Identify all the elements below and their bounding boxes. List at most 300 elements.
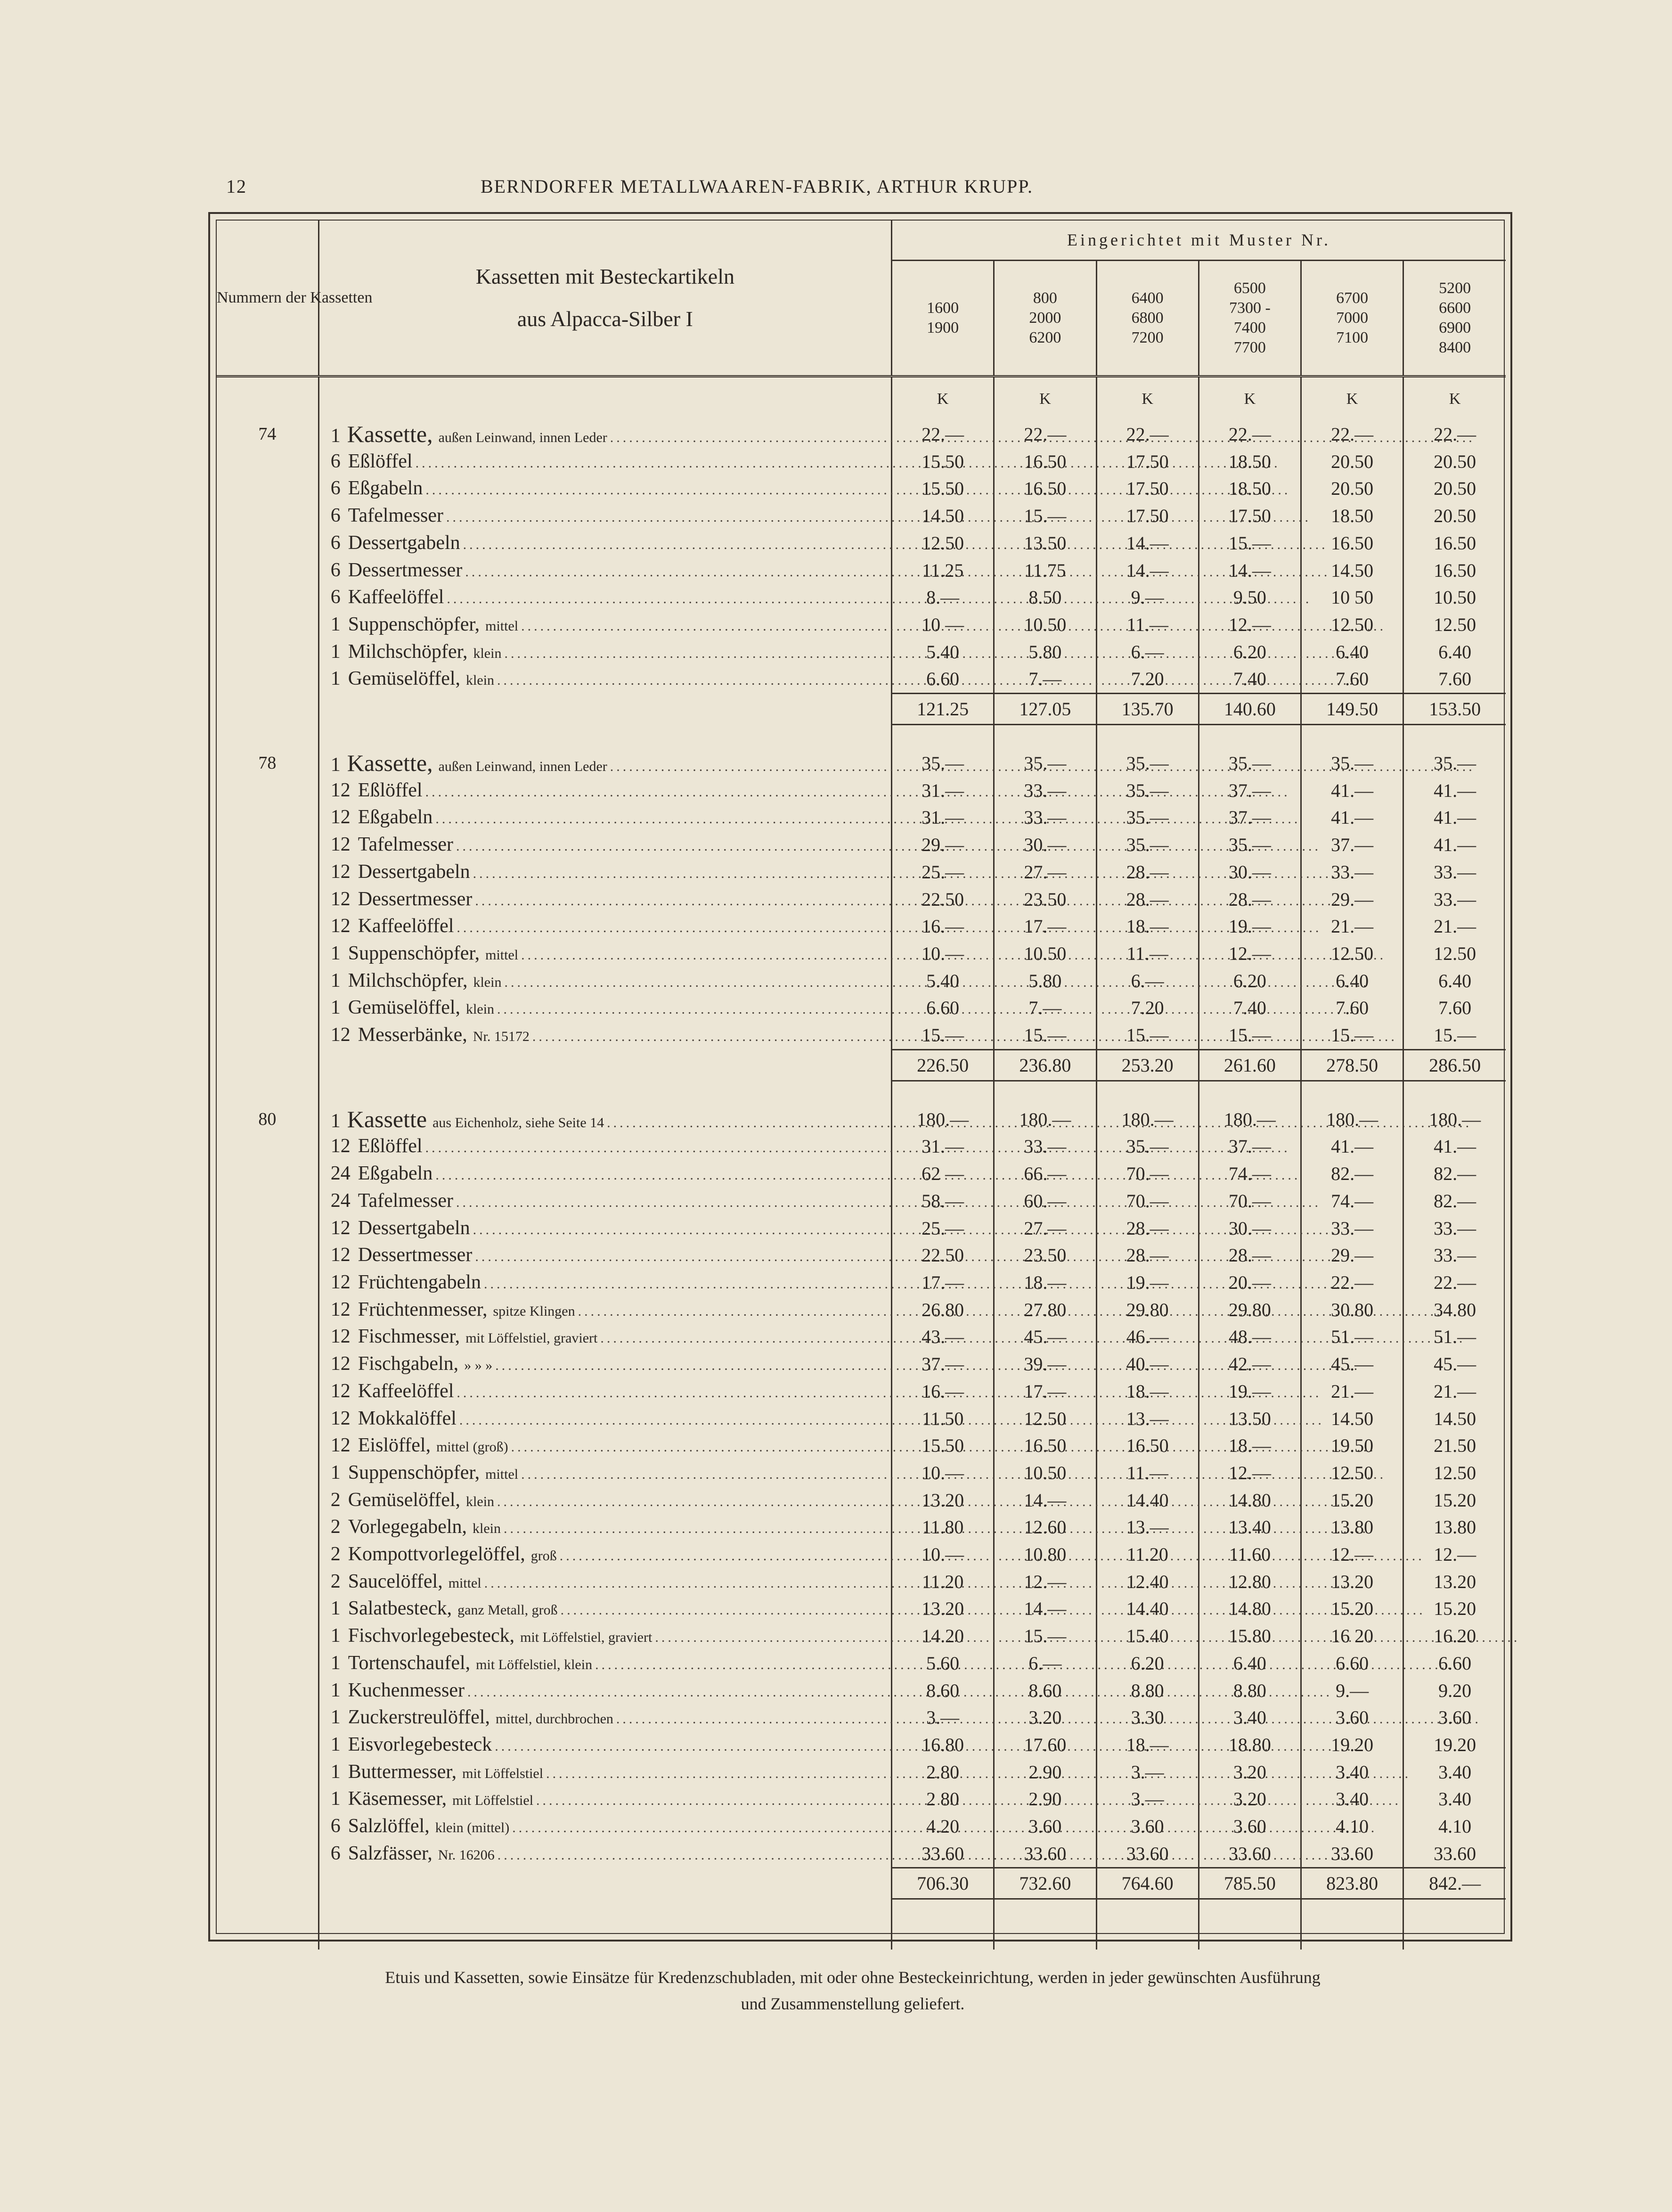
price-cell: 33.60 [1096,1840,1199,1868]
item-description-cell [318,1022,891,1049]
price-cell: 16.50 [994,448,1096,475]
price-cell: 3.30 [1096,1704,1199,1731]
item-note: klein [466,672,495,688]
running-title: BERNDORFER METALLWAAREN-FABRIK, ARTHUR KRUPP. [481,176,1034,197]
table-row [217,1622,1506,1650]
item-description [319,1106,891,1133]
price-cell: 20.50 [1434,505,1476,527]
price-cell: 41.— [1301,804,1403,831]
table-row [217,1786,1506,1813]
price-cell: 20.— [1199,1269,1301,1296]
price-cell: 20.50 [1434,451,1476,472]
leader-dots [463,531,1328,558]
price-cell: 16.80 [892,1731,994,1759]
price-cell: 15.80 [1199,1622,1301,1650]
item-description [319,1242,891,1269]
price-cell: 40.— [1096,1351,1199,1378]
item-quantity: 1 [330,1598,341,1620]
item-quantity: 12 [330,1434,351,1457]
price-cell: 35.— [1096,1133,1199,1160]
item-description [319,1541,891,1568]
pattern-number: 7200 [1131,328,1164,346]
total-row [217,1868,1506,1899]
price-cell: 5.40 [892,967,994,995]
item-description-cell [318,1133,891,1160]
price-cell: 15.— [994,502,1096,530]
price-cell: 33.— [1434,1245,1476,1266]
price-cell: 29.— [1301,886,1403,913]
item-description [319,1786,891,1813]
gap-cell [1301,1081,1403,1106]
price-cell: 35.— [1434,753,1476,774]
table-row [217,475,1506,502]
item-description [319,1378,891,1405]
price-cell: 4.10 [1301,1813,1403,1840]
table-row [217,1378,1506,1405]
cassette-number: 80 [258,1109,277,1129]
leader-dots [456,1189,1321,1216]
cassette-number-cell [217,611,318,639]
item-name: Kassette, [347,750,433,777]
item-name: Dessertmesser [348,559,463,581]
price-cell: 15.— [1434,1024,1476,1046]
item-name: Kassette [347,1106,427,1132]
cassette-number-cell [217,1378,318,1405]
item-quantity: 6 [330,559,341,581]
table-row [217,1323,1506,1351]
header-description-line2: aus Alpacca-Silber I [517,307,693,331]
price-cell: 9.20 [1438,1679,1472,1701]
price-cell: 6.60 [1438,1652,1472,1674]
item-description-cell [318,1323,891,1351]
item-quantity: 1 [330,1625,341,1647]
item-note: mit Löffelstiel, graviert [465,1330,598,1346]
cassette-number-cell [217,1133,318,1160]
price-cell: 11.75 [994,557,1096,584]
price-cell: 16.50 [994,1432,1096,1459]
item-quantity: 12 [330,1024,351,1046]
price-cell: 30.— [1199,859,1301,886]
item-note: klein [466,1001,495,1017]
price-cell: 25.— [892,1215,994,1242]
cassette-number-cell [217,1106,318,1133]
price-cell: 3.60 [1438,1707,1472,1729]
item-description [319,448,891,475]
price-cell: 3.40 [1301,1759,1403,1786]
pattern-number: 1900 [927,319,959,336]
item-description-cell [318,557,891,584]
price-cell: 11.— [1096,940,1199,967]
section-gap-row [217,1899,1506,1950]
price-cell: 28.— [1199,1242,1301,1269]
item-quantity: 6 [330,1842,341,1864]
item-name: Mokkalöffel [358,1407,457,1429]
table-row [217,1405,1506,1433]
price-cell: 18.50 [1301,502,1403,530]
item-name: Tortenschaufel, [348,1652,471,1674]
price-cell: 13.50 [994,530,1096,557]
price-cell: 37.— [892,1351,994,1378]
item-note: klein [473,1521,501,1537]
item-note: mit Löffelstiel [462,1765,544,1781]
item-description [319,913,891,940]
price-cell: 35.— [1096,777,1199,804]
leader-dots [546,1760,1411,1787]
table-row [217,1759,1506,1786]
price-cell: 14.— [1096,557,1199,584]
item-description [319,1704,891,1731]
table-row [217,1487,1506,1514]
price-cell: 6.— [1096,639,1199,666]
price-cell: 8.— [892,584,994,611]
price-cell: 51.— [1301,1323,1403,1351]
price-cell: 25.— [892,859,994,886]
price-cell: 180.— [1096,1106,1199,1133]
price-cell: 5.60 [892,1650,994,1677]
price-cell: 19.20 [1301,1731,1403,1759]
item-note: mittel (groß) [436,1439,508,1455]
total-row [217,1049,1506,1081]
cassette-number-cell [217,1351,318,1378]
price-cell: 70.— [1096,1160,1199,1188]
price-cell: 12.50 [994,1405,1096,1433]
price-cell: 45.— [1301,1351,1403,1378]
price-cell: 17.— [994,1378,1096,1405]
total-cell: 127.05 [994,694,1096,725]
item-name: Eßgabeln [358,1163,433,1185]
price-cell: 16.50 [1301,530,1403,557]
table-row [217,1704,1506,1731]
item-description [319,1022,891,1049]
item-name: Milchschöpfer, [348,640,468,663]
item-description-cell [318,1188,891,1215]
price-cell: 12.— [994,1568,1096,1596]
price-cell: 19.— [1199,913,1301,940]
total-cell: 226.50 [892,1049,994,1081]
item-description [319,777,891,804]
price-cell: 41.— [1434,807,1476,828]
item-description [319,831,891,859]
total-cell: 278.50 [1301,1049,1403,1081]
leader-dots [484,1570,1349,1597]
price-cell: 3.60 [1199,1813,1301,1840]
price-cell: 15.50 [892,475,994,502]
price-cell: 7.60 [1438,997,1472,1019]
price-cell: 33.60 [1434,1843,1476,1864]
gap-cell [1096,725,1199,750]
item-description-cell [318,1459,891,1487]
item-quantity: 12 [330,915,351,937]
item-name: Salatbesteck, [348,1598,452,1620]
price-cell: 15.— [1199,530,1301,557]
price-cell: 41.— [1434,834,1476,856]
price-cell: 14.50 [892,502,994,530]
price-cell: 18.— [1199,1432,1301,1459]
item-description [319,1650,891,1677]
price-cell: 3.40 [1438,1761,1472,1783]
gap-cell [1403,1899,1506,1950]
price-cell: 8.80 [1096,1677,1199,1704]
price-cell: 14.— [994,1487,1096,1514]
price-table-body [217,377,1506,1950]
item-name: Eislöffel, [358,1434,431,1457]
price-table [217,221,1506,1950]
cassette-number-cell [217,1323,318,1351]
price-cell: 82.— [1301,1160,1403,1188]
price-cell: 15.— [1096,1022,1199,1049]
total-cell: 253.20 [1096,1049,1199,1081]
item-name: Kaffeelöffel [348,586,444,608]
price-cell: 11.60 [1199,1541,1301,1568]
price-cell: 15.50 [892,448,994,475]
total-cell: 823.80 [1301,1868,1403,1899]
cassette-number-cell [217,1160,318,1188]
price-cell: 30.— [1199,1215,1301,1242]
price-cell: 16.50 [1434,559,1476,581]
price-cell: 12.— [1301,1541,1403,1568]
price-cell: 16 20 [1301,1622,1403,1650]
table-row [217,530,1506,557]
price-cell: 3.20 [994,1704,1096,1731]
leader-dots [446,504,1311,531]
footnote-line1: Etuis und Kassetten, sowie Einsätze für Kredenzschubladen, mit oder ohne Besteckeinrichtung, werden in jeder gewünschten Ausführung [385,1968,1321,1987]
leader-dots [475,887,1340,915]
price-cell: 70.— [1096,1188,1199,1215]
item-description-cell [318,1622,891,1650]
item-note: mittel [448,1575,481,1591]
price-cell: 15.— [994,1622,1096,1650]
price-cell: 15.— [1301,1022,1403,1049]
item-name: Kompottvorlegelöffel, [348,1543,525,1565]
item-description [319,1813,891,1840]
price-cell: 8.50 [994,584,1096,611]
price-cell: 35.— [994,750,1096,777]
price-cell: 14.— [994,1595,1096,1622]
price-cell: 6.60 [892,994,994,1022]
price-cell: 10 50 [1301,584,1403,611]
price-cell: 13.80 [1434,1516,1476,1538]
item-description-cell [318,1650,891,1677]
item-description-cell [318,913,891,940]
price-cell: 21.— [1301,913,1403,940]
price-cell: 48.— [1199,1323,1301,1351]
item-quantity: 1 [330,425,341,447]
item-note: mit Löffelstiel [452,1793,534,1809]
price-cell: 12.50 [1434,1462,1476,1483]
item-name: Salzfässer, [348,1842,432,1864]
cassette-number-cell [217,1432,318,1459]
price-cell: 17.50 [1096,475,1199,502]
table-row [217,1133,1506,1160]
price-cell: 3.40 [1199,1704,1301,1731]
price-cell: 7.60 [1301,994,1403,1022]
item-description [319,1487,891,1514]
item-quantity: 1 [330,1761,341,1783]
cassette-number-cell [217,1242,318,1269]
price-cell: 22.50 [892,886,994,913]
price-cell: 37.— [1199,777,1301,804]
price-cell: 30.— [994,831,1096,859]
item-description [319,1622,891,1650]
price-cell: 7.40 [1199,994,1301,1022]
total-cell: 135.70 [1096,694,1199,725]
price-cell: 3.60 [994,1813,1096,1840]
cassette-number-cell [217,1514,318,1541]
price-cell: 13.— [1096,1514,1199,1541]
price-cell: 14.80 [1199,1595,1301,1622]
cassette-number-cell [217,475,318,502]
price-cell: 12.50 [1301,940,1403,967]
price-cell: 33.— [994,804,1096,831]
item-description [319,750,891,777]
gap-cell [892,1081,994,1106]
item-description [319,859,891,886]
price-cell: 2.90 [994,1759,1096,1786]
price-cell: 35.— [1096,750,1199,777]
item-description-cell [318,1215,891,1242]
price-cell: 11.50 [892,1405,994,1433]
item-name: Buttermesser, [348,1761,457,1783]
item-note: mittel, durchbrochen [495,1711,613,1727]
price-cell: 6.20 [1199,967,1301,995]
price-cell: 13.20 [892,1595,994,1622]
item-description [319,1568,891,1596]
price-cell: 12.50 [1301,1459,1403,1487]
gap-cell [994,1899,1096,1950]
pattern-header-6 [1403,260,1506,376]
cassette-number-cell [217,1459,318,1487]
item-description-cell [318,1296,891,1324]
pattern-number: 1600 [927,299,959,317]
footnote-line2: und Zusammenstellung geliefert. [741,1994,965,2013]
price-cell: 14.— [1199,557,1301,584]
price-cell: 22.— [892,421,994,448]
price-cell: 10.50 [994,940,1096,967]
leader-dots [473,1216,1338,1244]
price-cell: 6.40 [1438,641,1472,663]
cassette-number-cell [217,1022,318,1049]
cassette-number-cell [217,1677,318,1704]
gap-cell [892,725,994,750]
item-name: Tafelmesser [358,1189,454,1212]
item-description [319,940,891,967]
table-row [217,967,1506,995]
price-cell: 41.— [1301,1133,1403,1160]
item-note: mittel [485,947,519,963]
price-cell: 17.— [892,1269,994,1296]
item-description-cell [318,777,891,804]
item-name: Gemüselöffel, [348,997,461,1019]
cassette-number-cell [217,913,318,940]
price-cell: 22.— [1301,421,1403,448]
price-cell: 12.50 [1301,611,1403,639]
price-cell: 180.— [1429,1108,1481,1130]
price-cell: 17.50 [1199,502,1301,530]
cassette-number-cell [217,448,318,475]
item-name: Eßlöffel [358,779,423,801]
section-gap-row [217,1081,1506,1106]
price-cell: 31.— [892,777,994,804]
price-cell: 16.50 [1096,1432,1199,1459]
price-cell: 29.— [1301,1242,1403,1269]
price-cell: 17.50 [1096,448,1199,475]
item-description-cell [318,1840,891,1868]
item-name: Fischvorlegebesteck, [348,1625,515,1647]
cassette-number-cell [217,1541,318,1568]
pattern-number: 800 [1033,289,1057,307]
unit-label: K [994,377,1096,421]
price-cell: 14.— [1096,530,1199,557]
page-header [226,175,1517,204]
price-cell: 7.60 [1438,668,1472,690]
item-description [319,886,891,913]
item-name: Kassette, [347,421,433,447]
price-cell: 33.60 [994,1840,1096,1868]
item-description-cell [318,994,891,1022]
item-description [319,1432,891,1459]
price-cell: 7.— [994,994,1096,1022]
gap-cell [1403,725,1506,750]
item-quantity: 12 [330,1217,351,1239]
table-row [217,1215,1506,1242]
price-cell: 17.— [994,913,1096,940]
price-cell: 22.— [1434,424,1476,445]
item-description-cell [318,639,891,666]
price-cell: 62 — [892,1160,994,1188]
price-cell: 15.— [1199,1022,1301,1049]
item-description-cell [318,1677,891,1704]
price-cell: 12.50 [892,530,994,557]
item-description-cell [318,1378,891,1405]
cassette-number-cell [217,886,318,913]
total-row [217,694,1506,725]
price-cell: 35.— [1096,804,1199,831]
price-cell: 20.50 [1301,475,1403,502]
pattern-number: 7400 [1233,319,1266,336]
leader-dots [457,914,1321,942]
price-cell: 9.— [1301,1677,1403,1704]
leader-dots [536,1787,1401,1814]
price-cell: 5.80 [994,639,1096,666]
item-description [319,967,891,995]
item-description-cell [318,1595,891,1622]
pattern-number: 6500 [1233,279,1266,297]
item-quantity: 12 [330,1407,351,1429]
total-cell: 732.60 [994,1868,1096,1899]
price-cell: 7.60 [1301,665,1403,693]
item-name: Zuckerstreulöffel, [348,1706,490,1729]
table-row [217,1514,1506,1541]
price-cell: 70.— [1199,1188,1301,1215]
pattern-number: 6700 [1336,289,1369,307]
item-name: Fischgabeln, [358,1353,459,1375]
price-cell: 180.— [1199,1106,1301,1133]
price-cell: 16.20 [1434,1625,1476,1647]
total-cell: 785.50 [1199,1868,1301,1899]
item-description-cell [318,940,891,967]
item-quantity: 6 [330,477,341,500]
cassette-number-cell [217,1296,318,1324]
price-cell: 18.80 [1199,1731,1301,1759]
item-quantity: 12 [330,1271,351,1293]
item-quantity: 12 [330,1380,351,1402]
price-cell: 34.80 [1434,1299,1476,1320]
item-name: Suppenschöpfer, [348,613,480,635]
price-cell: 16.50 [994,475,1096,502]
price-cell: 2 80 [892,1786,994,1813]
item-description [319,557,891,584]
item-description [319,1840,891,1868]
